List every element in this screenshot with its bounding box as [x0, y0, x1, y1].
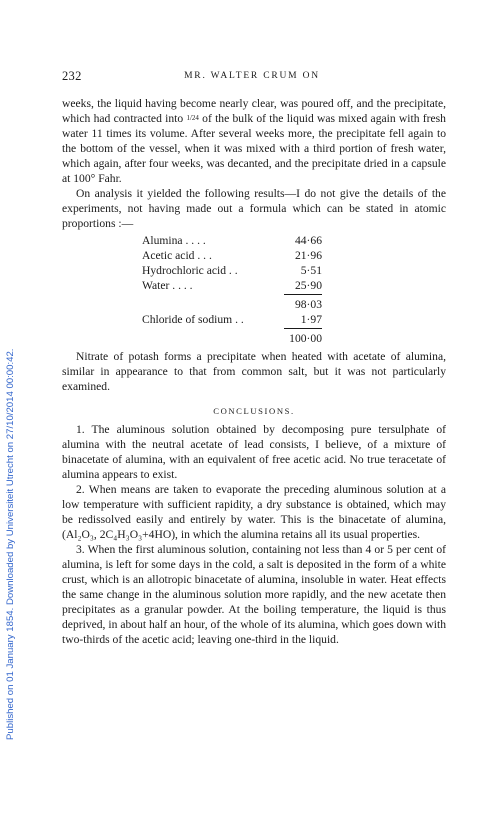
running-head: MR. WALTER CRUM ON [184, 71, 320, 81]
table-row: Acetic acid . . . 21·96 [142, 249, 322, 262]
conclusion-1: 1. The aluminous solution obtained by decomposing pure tersulphate of alumina with the neutral acetate of lead consists, I believe, of a mixture of binacetate of alumina, with an equivalent of free acetic acid. No true teracetate of alumina appears to exist. [62, 423, 446, 481]
paragraph-3: Nitrate of potash forms a precipitate when heated with acetate of alumina, similar in appearance to that from common salt, but it was not particularly examined. [62, 350, 446, 393]
section-heading: CONCLUSIONS. [213, 406, 295, 416]
table-row: Alumina . . . . 44·66 [142, 234, 322, 247]
subtotal-row: 98·03 [294, 298, 322, 311]
conclusion-2: 2. When means are taken to evaporate the preceding aluminous solution at a low temperature with sufficient rapidity, a dry substance is obtained, which may be redissolved easily and entirely by water. This is the binacetate of alumina, (Al₂O₃, 2C₄H₃O₃+4HO), in which the alumina retains all its usual properties. [62, 483, 446, 541]
total-row: 100·00 [289, 332, 322, 345]
paragraph-1: weeks, the liquid having become nearly clear, was poured off, and the precipitate, which had contracted into 1/24 of the bulk of the liquid was mixed again with fresh water 11 times its volume. After several weeks more, the precipitate fell again to the bottom of the vessel, when it was mixed with a third portion of fresh water, which again, after four weeks, was decanted, and the precipitate dried in a capsule at 100° Fahr. [62, 97, 446, 185]
conclusion-3: 3. When the first aluminous solution, containing not less than 4 or 5 per cent of alumina, is left for some days in the cold, a salt is deposited in the form of a white crust, which is an allotropic binacetate of alumina, insoluble in water. Heat effects the same change in the aluminous solution more rapidly, and the new acetate then precipitates as a granular powder. At the boiling temperature, the liquid is thus deprived, in about half an hour, of the whole of its alumina, which goes down with two-thirds of the acetic acid; leaving one-third in the liquid. [62, 543, 446, 646]
table-row: Water . . . . 25·90 [142, 279, 322, 292]
analysis-table [142, 233, 322, 346]
page-body [62, 96, 446, 647]
download-watermark: Published on 01 January 1854. Downloaded by Universiteit Utrecht on 27/10/2014 00:00:42. [5, 348, 16, 740]
paragraph-2: On analysis it yielded the following results—I do not give the details of the experiments, not having made out a formula which can be stated in atomic proportions :— [62, 187, 446, 230]
fraction: 1/24 [186, 114, 199, 122]
table-row: Hydrochloric acid . . 5·51 [142, 264, 322, 277]
page-number: 232 [62, 69, 82, 83]
chemical-formula: (Al₂O₃, 2C₄H₃O₃+4HO), [62, 528, 178, 541]
table-row: Chloride of sodium . . 1·97 [142, 313, 322, 326]
